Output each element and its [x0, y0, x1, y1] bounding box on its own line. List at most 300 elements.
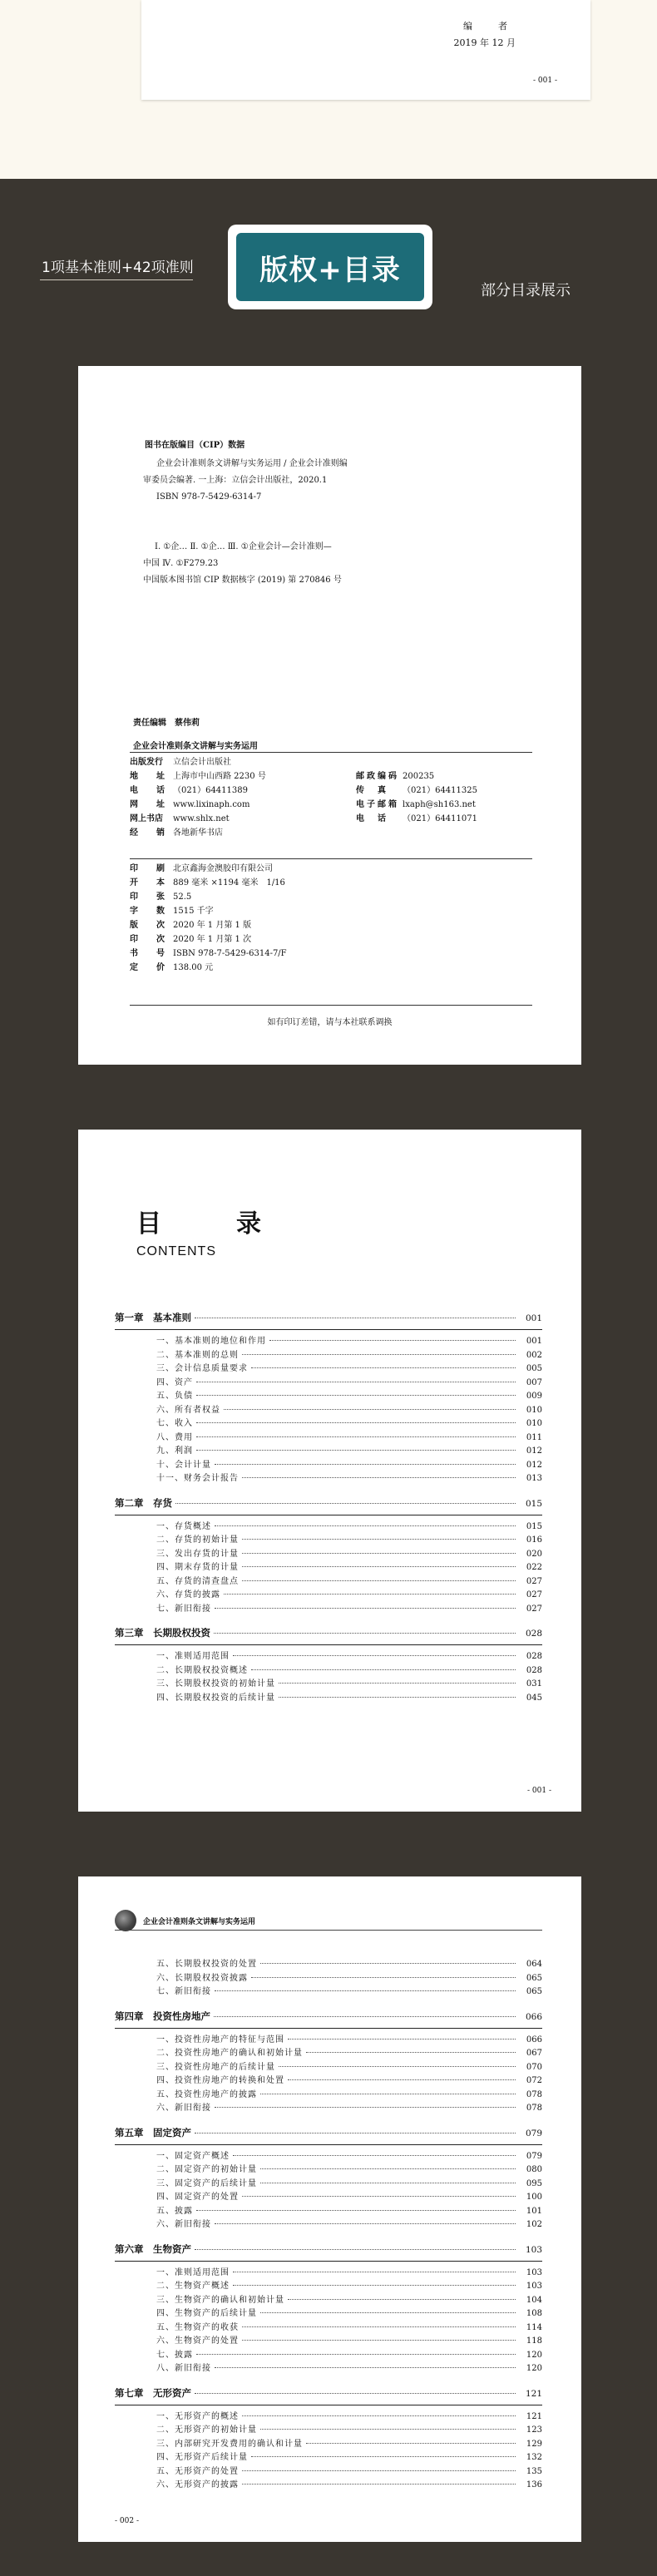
- toc-section-title: 六、无形资产的披露: [156, 2480, 239, 2489]
- toc-section[interactable]: [115, 1471, 542, 1485]
- toc-section-page: 065: [526, 1987, 542, 1996]
- toc-section[interactable]: [115, 2073, 542, 2087]
- toc-section[interactable]: [115, 2059, 542, 2074]
- printing-row: [130, 904, 422, 918]
- leader-dots: [288, 2079, 516, 2080]
- toc-chapter-title: 第三章 长期股权投资: [115, 1627, 210, 1639]
- printing-key: 印 张: [130, 892, 170, 902]
- publisher-row: [130, 755, 532, 769]
- preface-page-end: [141, 0, 590, 100]
- running-header: [115, 1910, 542, 1931]
- toc-section-page: 031: [526, 1679, 542, 1688]
- toc-chapter-page: 066: [525, 2011, 542, 2022]
- toc-section[interactable]: [115, 2292, 542, 2307]
- toc-section-page: 104: [526, 2295, 542, 2305]
- toc-section-page: 022: [526, 1563, 542, 1572]
- toc-section[interactable]: [115, 1388, 542, 1402]
- toc-section-page: 120: [526, 2364, 542, 2373]
- printing-value: 52.5: [173, 892, 192, 902]
- toc-section[interactable]: [115, 2189, 542, 2203]
- toc-section-title: 四、无形资产后续计量: [156, 2453, 248, 2462]
- printing-value: ISBN 978-7-5429-6314-7/F: [173, 949, 287, 958]
- leader-dots: [306, 2443, 516, 2444]
- toc-section-title: 五、披露: [156, 2206, 193, 2216]
- toc-section-page: 012: [526, 1460, 542, 1470]
- publisher-info: [130, 755, 532, 840]
- toc-section[interactable]: [115, 2100, 542, 2114]
- leader-dots: [196, 2354, 516, 2355]
- leader-dots: [242, 2415, 516, 2416]
- toc-section[interactable]: [115, 2217, 542, 2231]
- toc-section-title: 二、固定资产的初始计量: [156, 2165, 257, 2174]
- toc-section-title: 三、投资性房地产的后续计量: [156, 2062, 275, 2072]
- publisher-value: （021）64411389: [173, 786, 248, 795]
- toc-section-page: 067: [526, 2049, 542, 2058]
- error-notice: 如有印订差错，请与本社联系调换: [267, 1018, 393, 1027]
- leader-dots: [196, 1450, 516, 1451]
- toc-chapter[interactable]: [115, 2010, 542, 2028]
- toc-section[interactable]: [115, 1676, 542, 1690]
- leader-dots: [251, 2456, 516, 2457]
- toc-section-title: 二、生物资产概述: [156, 2282, 230, 2291]
- leader-dots: [288, 2299, 516, 2300]
- toc-section-title: 三、内部研究开发费用的确认和计量: [156, 2439, 303, 2449]
- toc-section[interactable]: [115, 2162, 542, 2176]
- toc-chapter-title: 第五章 固定资产: [115, 2126, 191, 2138]
- leader-dots: [288, 2039, 516, 2040]
- leader-dots: [242, 1580, 516, 1581]
- publisher-key: 传 真: [356, 786, 388, 795]
- chapter-rule: [115, 2028, 542, 2029]
- publisher-value: （021）64411071: [403, 814, 477, 823]
- toc-section[interactable]: [115, 1984, 542, 1998]
- toc-section-page: 027: [526, 1590, 542, 1599]
- toc-section[interactable]: [115, 1663, 542, 1677]
- toc-section[interactable]: [115, 1333, 542, 1347]
- toc-section[interactable]: [115, 2436, 542, 2450]
- publisher-key: 电子邮箱: [356, 800, 399, 809]
- toc-chapter[interactable]: [115, 2126, 542, 2144]
- toc-section[interactable]: [115, 2265, 542, 2279]
- toc-chapter-title: 第六章 生物资产: [115, 2242, 191, 2255]
- publisher-key: 地 址: [130, 772, 170, 781]
- toc-section-page: 027: [526, 1576, 542, 1586]
- printing-key: 开 本: [130, 878, 170, 888]
- leader-dots: [233, 2285, 516, 2286]
- toc-section[interactable]: [115, 1690, 542, 1704]
- toc-section[interactable]: [115, 1532, 542, 1546]
- leader-dots: [196, 2210, 516, 2211]
- toc-section[interactable]: [115, 1519, 542, 1533]
- toc-section[interactable]: [115, 2176, 542, 2190]
- cip-line: ISBN 978-7-5429-6314-7: [156, 492, 262, 502]
- toc-section[interactable]: [115, 1361, 542, 1375]
- toc-section[interactable]: [115, 1443, 542, 1457]
- toc-section-title: 五、无形资产的处置: [156, 2466, 239, 2476]
- toc-section[interactable]: [115, 1970, 542, 1985]
- toc-section-title: 一、准则适用范围: [156, 2267, 230, 2277]
- toc-section[interactable]: [115, 1956, 542, 1970]
- toc-section-title: 八、新旧衔接: [156, 2364, 211, 2373]
- toc-section-page: 114: [526, 2322, 542, 2332]
- leader-dots: [196, 1422, 516, 1423]
- toc-section-page: 129: [526, 2439, 542, 2449]
- leader-dots: [251, 1977, 516, 1978]
- publisher-value: 各地新华书店: [173, 828, 223, 838]
- toc-chapter-title: 第四章 投资性房地产: [115, 2010, 210, 2022]
- publisher-row: [130, 812, 532, 826]
- toc-section-title: 一、基本准则的地位和作用: [156, 1337, 266, 1346]
- toc-chapter[interactable]: [115, 1311, 542, 1329]
- printing-value: 2020 年 1 月第 1 版: [173, 921, 252, 930]
- leader-dots: [196, 1436, 516, 1437]
- responsible-editor: 责任编辑 蔡伟莉: [133, 719, 200, 728]
- leader-dots: [214, 1633, 516, 1634]
- printing-key: 定 价: [130, 963, 170, 972]
- leader-dots: [242, 1566, 516, 1567]
- toc-section-page: 001: [526, 1337, 542, 1346]
- toc-section-page: 064: [526, 1960, 542, 1969]
- toc-section[interactable]: [115, 2422, 542, 2436]
- toc-chapter-page: 121: [525, 2388, 542, 2399]
- leader-dots: [215, 1608, 516, 1609]
- leader-dots: [215, 2367, 516, 2368]
- page-number: - 001 -: [533, 77, 557, 85]
- toc-section[interactable]: [115, 2347, 542, 2361]
- toc-section-page: 011: [526, 1432, 542, 1442]
- toc-section-title: 一、无形资产的概述: [156, 2411, 239, 2421]
- top-band: [0, 0, 657, 179]
- toc-section-title: 三、发出存货的计量: [156, 1549, 239, 1559]
- toc-chapter[interactable]: [115, 1496, 542, 1515]
- toc-section-title: 四、资产: [156, 1377, 193, 1387]
- toc-chapter-title: 第七章 无形资产: [115, 2386, 191, 2399]
- toc-section-page: 100: [526, 2193, 542, 2202]
- leader-dots: [215, 1464, 516, 1465]
- toc-chapter-page: 103: [525, 2244, 542, 2255]
- toc-section-page: 007: [526, 1377, 542, 1387]
- toc-section-title: 一、存货概述: [156, 1521, 211, 1531]
- toc-chapter-page: 001: [525, 1313, 542, 1323]
- toc-section-title: 四、投资性房地产的转换和处置: [156, 2076, 284, 2085]
- leader-dots: [279, 1683, 516, 1684]
- leader-dots: [279, 1697, 516, 1698]
- publisher-row: [130, 784, 532, 798]
- toc-section[interactable]: [115, 1347, 542, 1362]
- toc-section-title: 六、长期股权投资披露: [156, 1973, 248, 1983]
- toc-section-page: 135: [526, 2466, 542, 2476]
- publisher-key: 邮政编码: [356, 772, 399, 781]
- leader-dots: [224, 1409, 516, 1410]
- toc-chapter-title: 第一章 基本准则: [115, 1312, 191, 1323]
- toc-section[interactable]: [115, 2409, 542, 2423]
- publisher-key: 电 话: [356, 814, 388, 823]
- toc-page-2: [78, 1876, 581, 2542]
- printing-value: 2020 年 1 月第 1 次: [173, 935, 252, 944]
- toc-section[interactable]: [115, 1375, 542, 1389]
- toc-section-page: 121: [526, 2411, 542, 2421]
- printing-row: [130, 890, 422, 904]
- page-number: - 002 -: [115, 2517, 139, 2525]
- toc-section-title: 七、新旧衔接: [156, 1604, 211, 1614]
- leader-dots: [242, 2340, 516, 2341]
- leader-dots: [195, 2393, 516, 2394]
- page-number: - 001 -: [527, 1787, 551, 1795]
- leader-dots: [260, 2429, 516, 2430]
- toc-section-page: 079: [526, 2151, 542, 2161]
- toc-section[interactable]: [115, 2320, 542, 2334]
- toc-section[interactable]: [115, 2361, 542, 2375]
- toc-section-page: 027: [526, 1604, 542, 1614]
- publisher-key: 网上书店: [130, 814, 163, 823]
- publisher-value: 上海市中山西路 2230 号: [173, 772, 266, 781]
- toc-section-page: 066: [526, 2035, 542, 2044]
- toc-section-title: 五、生物资产的收获: [156, 2322, 239, 2332]
- toc-section-page: 028: [526, 1665, 542, 1675]
- toc-section-page: 108: [526, 2309, 542, 2318]
- cip-line: 审委员会编著. 一上海：立信会计出版社，2020.1: [143, 476, 328, 485]
- leader-dots: [251, 1367, 516, 1368]
- chapter-rule: [115, 1329, 542, 1330]
- toc-section[interactable]: [115, 2477, 542, 2491]
- printing-row: [130, 932, 422, 947]
- toc-section-title: 一、固定资产概述: [156, 2151, 230, 2161]
- printing-key: 字 数: [130, 907, 170, 916]
- toc-section[interactable]: [115, 2045, 542, 2059]
- toc-section-page: 002: [526, 1350, 542, 1360]
- preface-date: 2019 年 12 月: [453, 37, 516, 48]
- toc-section-page: 010: [526, 1419, 542, 1428]
- cip-block: [143, 456, 348, 506]
- toc-section-title: 三、固定资产的后续计量: [156, 2178, 257, 2188]
- leader-dots: [175, 1503, 516, 1504]
- toc-section[interactable]: [115, 1430, 542, 1444]
- toc-section-page: 078: [526, 2104, 542, 2113]
- leader-dots: [214, 2016, 516, 2017]
- toc-section-page: 009: [526, 1392, 542, 1401]
- printing-row: [130, 961, 422, 975]
- publisher-value: lxaph@sh163.net: [403, 800, 476, 809]
- toc-section[interactable]: [115, 1402, 542, 1417]
- printing-value: 138.00 元: [173, 963, 214, 972]
- toc-section-page: 013: [526, 1474, 542, 1483]
- toc-section-page: 101: [526, 2206, 542, 2216]
- toc-section[interactable]: [115, 2306, 542, 2320]
- toc-section-title: 二、基本准则的总则: [156, 1350, 239, 1360]
- banner-left-text: 1项基本准则+42项准则: [42, 260, 194, 276]
- leader-dots: [306, 2052, 516, 2053]
- divider: [130, 858, 532, 859]
- toc-section-title: 四、期末存货的计量: [156, 1563, 239, 1572]
- toc-chapter-page: 079: [525, 2128, 542, 2138]
- chapter-rule: [115, 2144, 542, 2145]
- cip-classification: [143, 539, 332, 572]
- toc-section-page: 065: [526, 1973, 542, 1983]
- toc-section-page: 015: [526, 1521, 542, 1531]
- toc-section-title: 六、新旧衔接: [156, 2104, 211, 2113]
- leader-dots: [260, 1963, 516, 1964]
- leader-dots: [242, 1539, 516, 1540]
- printing-row: [130, 918, 422, 932]
- publisher-value: 立信会计出版社: [173, 758, 231, 767]
- publisher-key: 电 话: [130, 786, 170, 795]
- toc-section-title: 十、会计计量: [156, 1460, 211, 1470]
- publisher-value: www.lixinaph.com: [173, 800, 250, 809]
- toc-section-title: 六、生物资产的处置: [156, 2336, 239, 2346]
- toc-section-title: 二、无形资产的初始计量: [156, 2425, 257, 2435]
- toc-section-title: 四、生物资产的后续计量: [156, 2309, 257, 2318]
- publisher-value: 200235: [403, 772, 435, 781]
- banner-underline: [40, 279, 193, 280]
- toc-section-title: 六、所有者权益: [156, 1405, 220, 1415]
- toc-section[interactable]: [115, 1416, 542, 1430]
- cip-line: 企业会计准则条文讲解与实务运用 / 企业会计准则编: [156, 459, 348, 468]
- preface-signer: 编 者: [463, 21, 516, 32]
- toc-section-title: 六、存货的披露: [156, 1590, 220, 1599]
- leader-dots: [215, 1525, 516, 1526]
- toc-section-title: 四、长期股权投资的后续计量: [156, 1693, 275, 1703]
- toc-section-title: 二、存货的初始计量: [156, 1535, 239, 1545]
- toc-section-title: 七、披露: [156, 2350, 193, 2360]
- printing-row: [130, 947, 422, 961]
- toc-section-title: 十一、财务会计报告: [156, 1474, 239, 1483]
- toc-section-page: 102: [526, 2220, 542, 2229]
- toc-section-page: 103: [526, 2282, 542, 2291]
- toc-section[interactable]: [115, 2450, 542, 2464]
- toc-section-page: 072: [526, 2076, 542, 2085]
- toc-section-page: 120: [526, 2350, 542, 2360]
- toc-chapter-page: 028: [525, 1629, 542, 1639]
- leader-dots: [242, 1553, 516, 1554]
- banner-right-text: 部分目录展示: [481, 282, 571, 299]
- printing-key: 印 刷: [130, 864, 170, 873]
- toc-list: [115, 1956, 542, 2491]
- toc-section-title: 二、长期股权投资概述: [156, 1665, 248, 1675]
- leader-dots: [224, 1594, 516, 1595]
- leader-dots: [233, 1655, 516, 1656]
- leader-dots: [242, 2326, 516, 2327]
- publisher-row: [130, 826, 532, 840]
- toc-section-title: 三、生物资产的确认和初始计量: [156, 2295, 284, 2305]
- toc-section-page: 123: [526, 2425, 542, 2435]
- header-rule: [115, 1930, 542, 1931]
- leader-dots: [260, 2168, 516, 2169]
- toc-section-page: 020: [526, 1549, 542, 1559]
- publisher-key: 出版发行: [130, 758, 163, 767]
- publisher-value: （021）64411325: [403, 786, 477, 795]
- copyright-page: [78, 366, 581, 1065]
- toc-chapter[interactable]: [115, 2386, 542, 2405]
- publisher-row: [130, 798, 532, 812]
- toc-list: [115, 1311, 542, 1703]
- printing-value: 北京鑫海金澳胶印有限公司: [173, 864, 273, 873]
- cip-number: 中国版本图书馆 CIP 数据核字 (2019) 第 270846 号: [143, 576, 342, 585]
- toc-chapter-title: 第二章 存货: [115, 1496, 172, 1509]
- toc-section-title: 九、利润: [156, 1446, 193, 1456]
- leader-dots: [233, 2155, 516, 2156]
- toc-chapter-page: 015: [525, 1498, 542, 1509]
- toc-section[interactable]: [115, 1587, 542, 1601]
- toc-section[interactable]: [115, 2333, 542, 2347]
- printing-key: 书 号: [130, 949, 170, 958]
- toc-section-page: 132: [526, 2453, 542, 2462]
- cip-line: 中国 Ⅳ. ①F279.23: [143, 559, 219, 568]
- book-title: 企业会计准则条文讲解与实务运用: [133, 742, 258, 751]
- cip-title: 图书在版编目（CIP）数据: [145, 441, 245, 450]
- printing-value: 1515 千字: [173, 907, 214, 916]
- toc-section-page: 028: [526, 1652, 542, 1661]
- toc-section-title: 一、准则适用范围: [156, 1652, 230, 1661]
- toc-section[interactable]: [115, 1601, 542, 1615]
- toc-section[interactable]: [115, 2148, 542, 2163]
- toc-section[interactable]: [115, 2087, 542, 2101]
- toc-section-page: 016: [526, 1535, 542, 1545]
- toc-section[interactable]: [115, 2464, 542, 2478]
- toc-section[interactable]: [115, 1574, 542, 1588]
- leader-dots: [195, 2249, 516, 2250]
- toc-section-page: 095: [526, 2178, 542, 2188]
- leader-dots: [242, 2196, 516, 2197]
- leader-dots: [242, 2470, 516, 2471]
- toc-section-title: 五、负债: [156, 1392, 193, 1401]
- preface-signature: [454, 18, 516, 52]
- publisher-key: 经 销: [130, 828, 170, 838]
- toc-section-title: 五、长期股权投资的处置: [156, 1960, 257, 1969]
- toc-section-page: 012: [526, 1446, 542, 1456]
- leader-dots: [251, 1669, 516, 1670]
- printing-key: 印 次: [130, 935, 170, 944]
- publisher-row: [130, 769, 532, 784]
- section-badge-label: 版权+目录: [236, 233, 424, 301]
- toc-section[interactable]: [115, 1457, 542, 1471]
- toc-chapter[interactable]: [115, 2242, 542, 2261]
- toc-section-page: 070: [526, 2062, 542, 2072]
- divider: [130, 752, 532, 753]
- toc-section[interactable]: [115, 1649, 542, 1663]
- toc-section-title: 三、会计信息质量要求: [156, 1364, 248, 1373]
- toc-section[interactable]: [115, 1546, 542, 1560]
- toc-section-page: 103: [526, 2267, 542, 2277]
- printing-value: 889 毫米 ×1194 毫米 1/16: [173, 878, 285, 888]
- toc-section[interactable]: [115, 1560, 542, 1574]
- toc-section-title: 七、新旧衔接: [156, 1987, 211, 1996]
- leader-dots: [242, 2484, 516, 2485]
- toc-section[interactable]: [115, 2203, 542, 2218]
- toc-heading: 目 录: [136, 1209, 286, 1239]
- toc-section-title: 一、投资性房地产的特征与范围: [156, 2035, 284, 2044]
- leader-dots: [242, 1477, 516, 1478]
- publisher-key: 网 址: [130, 800, 170, 809]
- printing-info: [130, 862, 422, 975]
- toc-section-title: 五、存货的清查盘点: [156, 1576, 239, 1586]
- printing-row: [130, 876, 422, 890]
- leader-dots: [242, 1354, 516, 1355]
- toc-section-title: 七、收入: [156, 1419, 193, 1428]
- toc-section-page: 005: [526, 1364, 542, 1373]
- toc-section-page: 045: [526, 1693, 542, 1703]
- section-badge: [228, 225, 432, 309]
- toc-section-title: 五、投资性房地产的披露: [156, 2089, 257, 2099]
- toc-page-1: [78, 1130, 581, 1812]
- toc-chapter[interactable]: [115, 1626, 542, 1644]
- toc-section-page: 078: [526, 2089, 542, 2099]
- toc-section-page: 010: [526, 1405, 542, 1415]
- leader-dots: [279, 2066, 516, 2067]
- toc-section[interactable]: [115, 2278, 542, 2292]
- toc-subheading: CONTENTS: [136, 1244, 216, 1258]
- toc-section[interactable]: [115, 2032, 542, 2046]
- chapter-rule: [115, 2261, 542, 2262]
